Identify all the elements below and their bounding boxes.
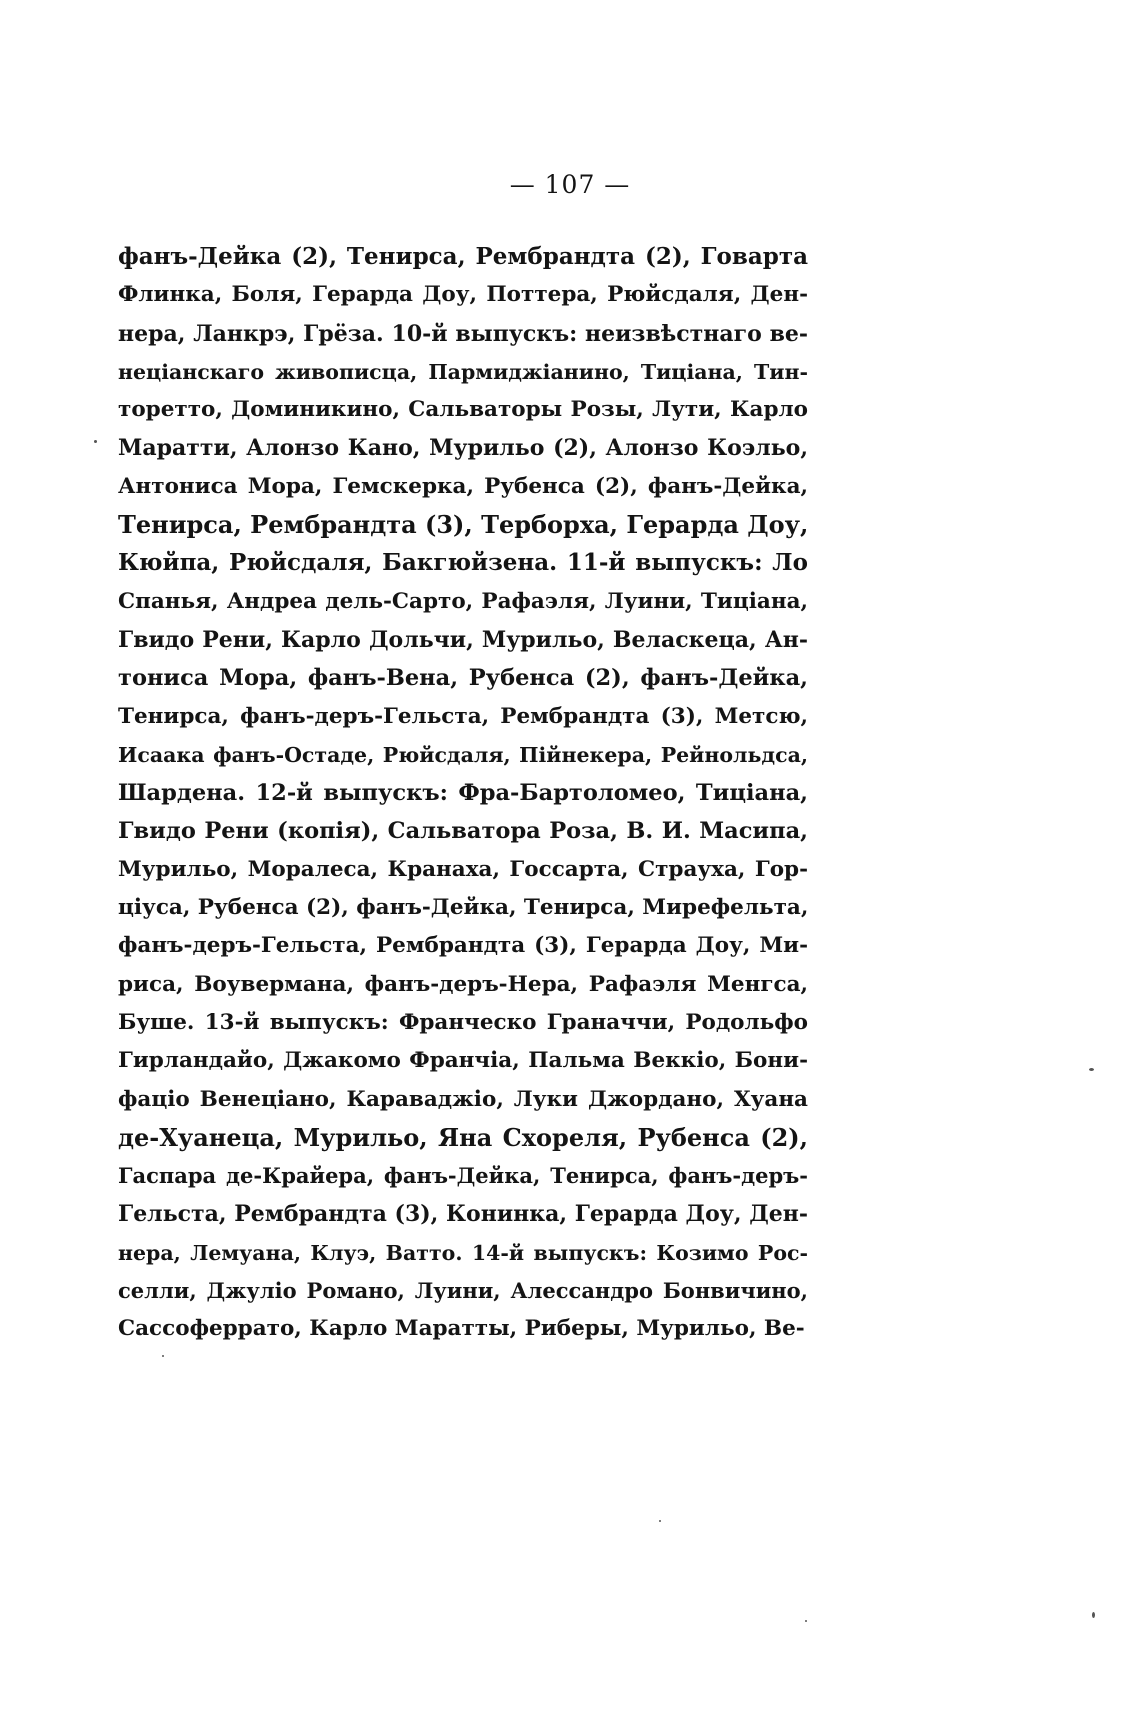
- page-number: — 107 —: [509, 170, 631, 199]
- text-line: Исаака фанъ-Остаде, Рюйсдаля, Пійнекера, Рейнольдса,: [118, 742, 808, 767]
- text-line: Буше. 13-й выпускъ: Франческо Граначчи, Родольфо: [118, 1009, 808, 1035]
- text-line: тониса Мора, фанъ-Вена, Рубенса (2), фанъ-Дейка,: [118, 665, 808, 692]
- text-block: [118, 238, 808, 1349]
- text-line: торетто, Доминикино, Сальваторы Розы, Лути, Карло: [118, 397, 808, 423]
- text-line: неціанскаго живописца, Пармиджіанино, Тиціана, Тин-: [118, 359, 808, 384]
- scan-speck: [94, 440, 97, 443]
- text-line: Спанья, Андреа дель-Сарто, Рафаэля, Луини, Тиціана,: [118, 588, 808, 614]
- text-line: Тенирса, фанъ-деръ-Гельста, Рембрандта (3), Метсю,: [118, 703, 808, 729]
- scan-speck: [659, 1520, 661, 1522]
- scan-speck: [1092, 1612, 1095, 1618]
- text-line: Гвидо Рени (копія), Сальватора Роза, В. И. Масипа,: [118, 818, 808, 845]
- text-line: Антониса Мора, Гемскерка, Рубенса (2), фанъ-Дейка,: [118, 473, 808, 499]
- text-line: Гвидо Рени, Карло Дольчи, Мурильо, Веласкеца, Ан-: [118, 626, 808, 653]
- text-line: Сассоферрато, Карло Маратты, Риберы, Мурильо, Ве-: [118, 1316, 805, 1342]
- text-line: Маратти, Алонзо Кано, Мурильо (2), Алонзо Коэльо,: [118, 435, 808, 462]
- scan-speck: [805, 1620, 807, 1622]
- scan-speck: [162, 1355, 164, 1357]
- text-line: селли, Джуліо Романо, Луини, Алессандро Бонвичино,: [118, 1278, 808, 1304]
- text-line: Кюйпа, Рюйсдаля, Бакгюйзена. 11-й выпускъ: Ло: [118, 549, 808, 577]
- text-line: ціуса, Рубенса (2), фанъ-Дейка, Тенирса, Мирефельта,: [118, 895, 808, 921]
- text-line: Тенирса, Рембрандта (3), Терборха, Герарда Доу,: [118, 510, 808, 540]
- text-line: Шардена. 12-й выпускъ: Фра-Бартоломео, Тиціана,: [118, 780, 808, 807]
- text-line: Гаспара де-Крайера, фанъ-Дейка, Тенирса, фанъ-деръ-: [118, 1163, 808, 1189]
- text-line: фанъ-Дейка (2), Тенирса, Рембрандта (2), Говарта: [118, 243, 808, 270]
- text-line: Флинка, Боля, Герарда Доу, Поттера, Рюйсдаля, Ден-: [118, 282, 808, 308]
- text-line: фаціо Венеціано, Караваджіо, Луки Джордано, Хуана: [118, 1086, 808, 1112]
- scan-speck: [1089, 1068, 1094, 1071]
- text-line: Гирландайо, Джакомо Франчіа, Пальма Веккіо, Бони-: [118, 1048, 808, 1074]
- text-line: риса, Воувермана, фанъ-деръ-Нера, Рафаэля Менгса,: [118, 971, 808, 997]
- text-line: нера, Лемуана, Клуэ, Ватто. 14-й выпускъ: Козимо Рос-: [118, 1240, 808, 1265]
- text-line: де-Хуанеца, Мурильо, Яна Схореля, Рубенса (2),: [118, 1122, 808, 1152]
- text-line: Мурильо, Моралеса, Кранаха, Госсарта, Страуха, Гор-: [118, 856, 808, 882]
- text-line: Гельста, Рембрандта (3), Конинка, Герарда Доу, Ден-: [118, 1201, 808, 1228]
- text-line: фанъ-деръ-Гельста, Рембрандта (3), Герарда Доу, Ми-: [118, 933, 808, 959]
- text-line: нера, Ланкрэ, Грёза. 10-й выпускъ: неизвѣстнаго ве-: [118, 320, 808, 347]
